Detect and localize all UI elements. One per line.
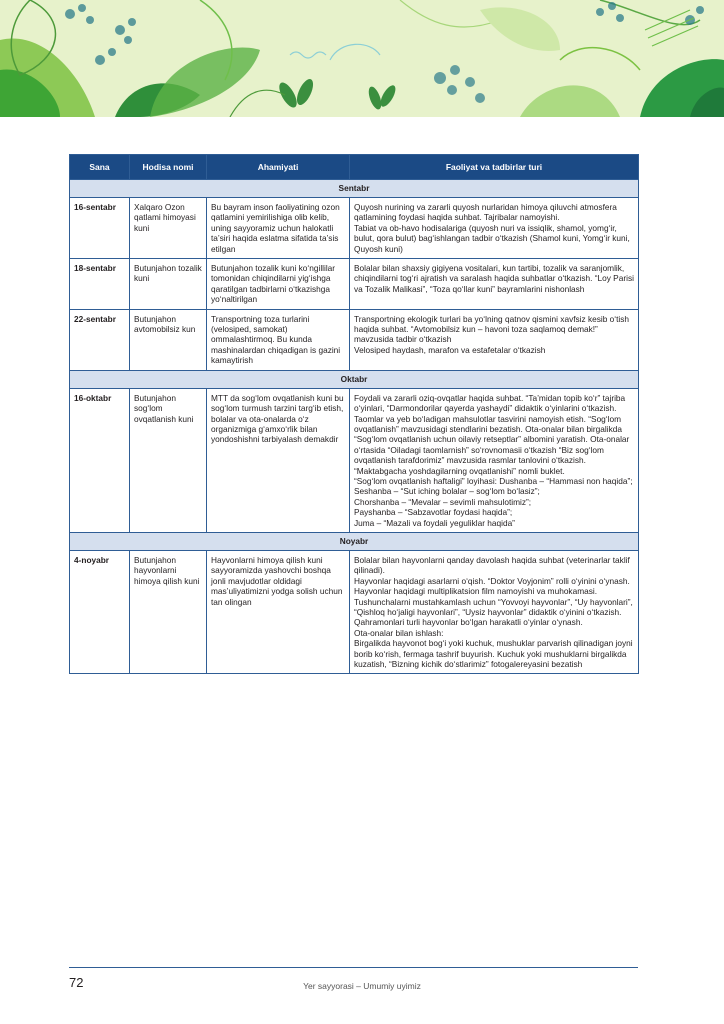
event-importance: Bu bayram inson faoliyatining ozon qatlamini yemirilishiga olib kelib, uning sayyoramiz uchun halokatli ta’siri haqida eslatma sifatida ta’sis etilgan <box>207 198 350 259</box>
event-importance: Hayvonlarni himoya qilish kuni sayyoramizda yashovchi boshqa jonli mavjudotlar oldidagi mas’uliyatimizni yodga solish uchun tan olingan <box>207 550 350 673</box>
table-header-row <box>70 155 639 180</box>
event-name: Butunjahon sog‘lom ovqatlanish kuni <box>130 388 207 532</box>
event-date: 16-oktabr <box>70 388 130 532</box>
events-table <box>69 154 639 674</box>
event-activities: Foydali va zararli oziq-ovqatlar haqida suhbat. “Ta’midan topib ko‘r” tajriba o‘yinlari, “Darmondorilar qayerda yashaydi” didaktik o‘yinlarini o‘tkazish. Taomlar va yeb bo‘ladigan mahsulotlar tasvirini namoyish etish. “Sog‘lom ovqatlanish” mavzusidagi stendlarini bezatish. Ota-onalar bilan birgalikda “Sog‘lom ovqatlanish uchun oilaviy retseptlar” albomini yaratish. Ota-onalar o‘rtasida “Oiladagi taomlarnish” so‘rovnomasii o‘tkazish “Biz sog‘lom ovqatlanish tarafdorimiz” mavzusida rasmlar tanlovini o‘tkazish. “Maktabgacha yoshdagilarning ovqatlanishi” nomli buklet. “Sog‘lom ovqatlanish haftaligi” loyihasi: Dushanba – “Hammasi non haqida”; Seshanba – “Sut iching bolalar – sog‘lom bo‘lasiz”; Chorshanba – “Mevalar – sevimli mahsulotimiz”; Payshanba – “Sabzavotlar foydasi haqida”; Juma – “Mazali va foydali yeguliklar haqida” <box>350 388 639 532</box>
footer-divider <box>69 967 638 968</box>
event-name: Butunjahon avtomobilsiz kun <box>130 309 207 370</box>
column-header-event-name: Hodisa nomi <box>130 155 207 180</box>
table-row <box>70 309 639 370</box>
event-activities: Transportning ekologik turlari ba yo‘lning qatnov qismini xavfsiz kesib o‘tish haqida suhbat. “Avtomobilsiz kun – havoni toza saqlamoq demak!” mavzusida tadbir o‘tkazish Velosiped haydash, marafon va estafetalar o‘tkazish <box>350 309 639 370</box>
table-row <box>70 259 639 310</box>
event-name: Butunjahon tozalik kuni <box>130 259 207 310</box>
event-importance: Butunjahon tozalik kuni ko‘ngillilar tomonidan chiqindilarni yig‘ishga qaratilgan tadbirlarni o‘tkazishga yo‘naltirilgan <box>207 259 350 310</box>
event-activities: Bolalar bilan hayvonlarni qanday davolash haqida suhbat (veterinarlar taklif qilinadi). Hayvonlar haqidagi asarlarni o‘qish. “Doktor Voyjonim” rolli o‘yinini o‘ynash. Hayvonlar haqidagi multiplikatsion film namoyishi va muhokamasi. Tushunchalarni mustahkamlash uchun “Yovvoyi hayvonlar”, “Uy hayvonlari”, “Qishloq ho‘jaligi hayvonlari”, “Uysiz hayvonlar” didaktik o‘yinini o‘tkazish. Qahramonlari turli hayvonlar bo‘lgan harakatli o‘yinlar o‘ynash. Ota-onalar bilan ishlash: Birgalikda hayvonot bog‘i yoki kuchuk, mushuklar parvarish qilinadigan joyni borib ko‘rish, fermaga tashrif buyurish. Kuchuk yoki mushuklarni birgalikda kuzatish, “Bizning kichik do‘stlarimiz” fotogalereyasini bezatish <box>350 550 639 673</box>
event-activities: Quyosh nurining va zararli quyosh nurlaridan himoya qiluvchi atmosfera qatlamining foydasi haqida suhbat. Tajribalar namoyishi. Tabiat va ob-havo hodisalariga (quyosh nuri va issiqlik, shamol, yomg‘ir, bulut, qora bulut) bag‘ishlangan tadbir o‘tkazish (Shamol kuni, Yomg‘ir kuni, Quyosh kuni) <box>350 198 639 259</box>
month-label: Oktabr <box>70 370 639 388</box>
running-title: Yer sayyorasi – Umumiy uyimiz <box>303 981 421 991</box>
column-header-date: Sana <box>70 155 130 180</box>
page-number: 72 <box>69 975 84 990</box>
month-row-october <box>70 370 639 388</box>
column-header-importance: Ahamiyati <box>207 155 350 180</box>
event-name: Xalqaro Ozon qatlami himoyasi kuni <box>130 198 207 259</box>
month-row-september <box>70 180 639 198</box>
event-date: 18-sentabr <box>70 259 130 310</box>
month-row-november <box>70 532 639 550</box>
event-name: Butunjahon hayvonlarni himoya qilish kuni <box>130 550 207 673</box>
table-row <box>70 550 639 673</box>
month-label: Noyabr <box>70 532 639 550</box>
event-date: 16-sentabr <box>70 198 130 259</box>
table-row <box>70 198 639 259</box>
month-label: Sentabr <box>70 180 639 198</box>
event-importance: Transportning toza turlarini (velosiped, samokat) ommalashtirmoq. Bu kunda mashinalardan chiqadigan is gazini kamaytirish <box>207 309 350 370</box>
leaf-pattern-illustration <box>0 0 724 117</box>
decorative-leaf-banner <box>0 0 724 117</box>
column-header-activities: Faoliyat va tadbirlar turi <box>350 155 639 180</box>
event-activities: Bolalar bilan shaxsiy gigiyena vositalari, kun tartibi, tozalik va saranjomlik, chiqindilarni tog‘ri ajratish va saralash haqida suhbatlar o‘tkazish. “Loy Parisi va Tozalik Malikasi”, “Toza qo‘llar kuni” bayramlarini nishonlash <box>350 259 639 310</box>
event-importance: MTT da sog‘lom ovqatlanish kuni bu sog‘lom turmush tarzini targ‘ib etish, bolalar va ota-onalarda o‘z organizmiga g‘amxo‘rlik bilan yondoshishni tarbiyalash demakdir <box>207 388 350 532</box>
event-date: 4-noyabr <box>70 550 130 673</box>
table-row <box>70 388 639 532</box>
event-date: 22-sentabr <box>70 309 130 370</box>
